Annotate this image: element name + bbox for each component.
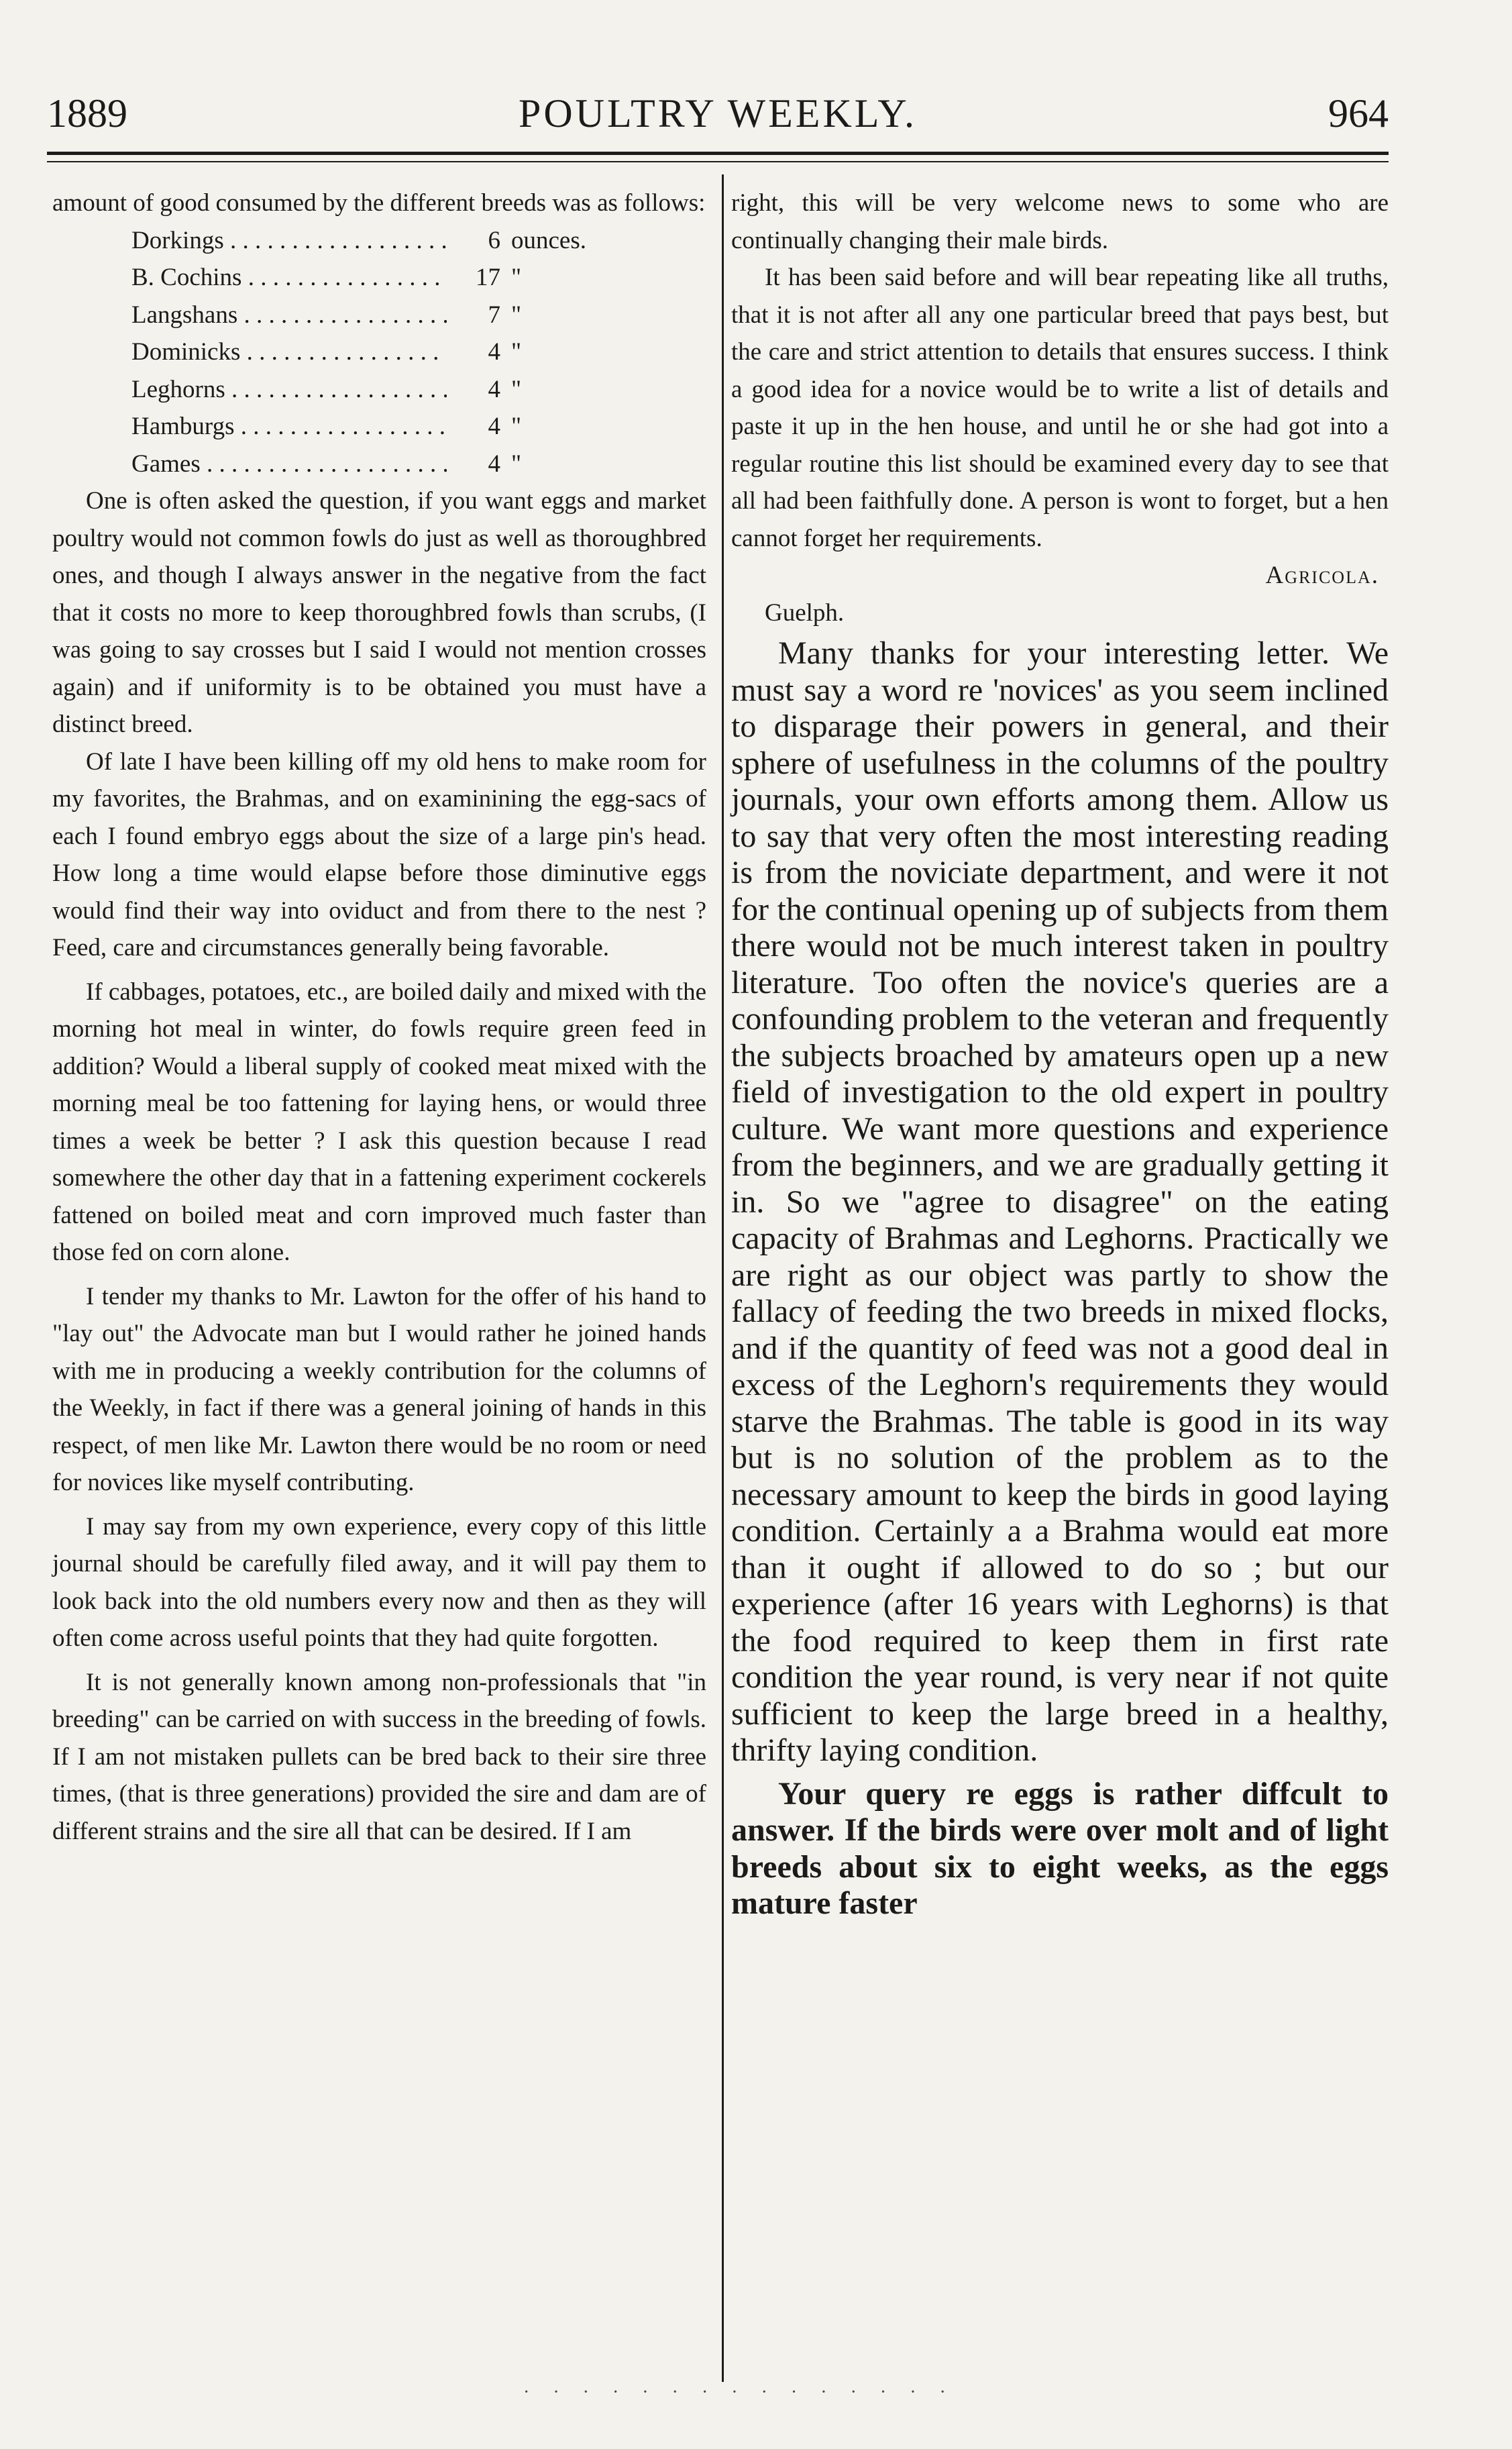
print-smudge: · · · · · · · · · · · · · · · — [523, 2382, 955, 2403]
breed-amount: 4 — [488, 450, 500, 478]
right-column — [731, 185, 1389, 1922]
breed-row — [131, 408, 601, 446]
breed-row — [131, 333, 601, 371]
header-rule-thick — [47, 152, 1389, 155]
header-year: 1889 — [47, 91, 127, 136]
header-rule-thin — [47, 161, 1389, 162]
breed-name: Dorkings . . . — [131, 222, 447, 260]
breed-unit: " — [511, 338, 522, 366]
editorial-reply-eggs: Your query re eggs is rather diffcult to answer. If the birds were over molt and of light breeds about six to eight weeks, as the eggs mature faster — [731, 1775, 1389, 1921]
breed-row — [131, 222, 601, 260]
breed-amount: 6 — [488, 226, 500, 254]
feed-intro: amount of good consumed by the different breeds was as follows: — [52, 189, 706, 217]
letter-paragraph: If cabbages, potatoes, etc., are boiled daily and mixed with the morning hot meal in winter, do fowls require green feed in addition? Would a liberal supply of cooked meat mixed with the morning meal be too fattening for laying hens, or would three times a week be better ? I ask this question because I read somewhere the other day that in a fattening experiment cockerels fattened on boiled meat and corn improved much faster than those fed on corn alone. — [52, 978, 706, 1266]
column-divider — [722, 174, 724, 2382]
breed-name: Hamburgs . . . — [131, 408, 447, 446]
breed-unit: " — [511, 450, 522, 478]
breed-unit: ounces. — [511, 226, 586, 254]
breed-row — [131, 297, 601, 334]
letter-paragraph: I may say from my own experience, every copy of this little journal should be carefully filed away, and it will pay them to look back into the old numbers every now and then as they will often come across useful points that they had quite forgotten. — [52, 1512, 706, 1652]
letter-continuation: right, this will be very welcome news to some who are continually changing their male birds. — [731, 189, 1389, 254]
left-column — [52, 185, 706, 1850]
breed-unit: " — [511, 264, 522, 291]
breed-unit: " — [511, 301, 522, 329]
letter-paragraph: I tender my thanks to Mr. Lawton for the offer of his hand to "lay out" the Advocate man but I would rather he joined hands with me in producing a weekly contribution for the columns of the Weekly, in fact if there was a general joining of hands in this respect, of men like Mr. Lawton there would be no room or need for novices like myself contributing. — [52, 1282, 706, 1496]
letter-paragraph: One is often asked the question, if you want eggs and market poultry would not common fowls do just as well as thoroughbred ones, and though I always answer in the negative from the fact that it costs no more to keep thoroughbred fowls than scrubs, (I was going to say crosses but I said I would not mention crosses again) and if uniformity is to be obtained you must have a distinct breed. — [52, 487, 706, 738]
breed-name: Leghorns . . . — [131, 371, 447, 409]
letter-paragraph: It has been said before and will bear repeating like all truths, that it is not after all any one particular breed that pays best, but the care and strict attention to details that ensures success. I think a good idea for a novice would be to write a list of details and paste it up in the hen house, and until he or she had got into a regular routine this list should be examined every day to see that all had been faithfully done. A person is wont to forget, but a hen cannot forget her requirements. — [731, 264, 1389, 552]
breed-row — [131, 446, 601, 483]
breed-name: Dominicks . . . — [131, 333, 447, 371]
header-page-number: 964 — [1328, 91, 1389, 136]
letter-signature: Agricola. — [1265, 562, 1379, 589]
breed-name: B. Cochins . . . — [131, 259, 447, 297]
breed-unit: " — [511, 375, 522, 403]
breed-amount: 4 — [488, 338, 500, 366]
breed-amount: 7 — [488, 301, 500, 329]
breed-row — [131, 371, 601, 409]
breed-name: Langshans . . . — [131, 297, 447, 334]
header-title: POULTRY WEEKLY. — [518, 91, 918, 136]
breed-feed-table — [131, 222, 601, 483]
letter-signature-line — [731, 557, 1389, 594]
breed-unit: " — [511, 413, 522, 440]
editorial-reply: Many thanks for your interesting letter. We must say a word re 'novices' as you seem inclined to disparage their powers in general, and their sphere of usefulness in the columns of the poultry journals, your own efforts among them. Allow us to say that very often the most interesting reading is from the noviciate department, and were it not for the continual opening up of subjects from them there would not be much interest taken in poultry literature. Too often the novice's queries are a confounding problem to the veteran and frequently the subjects broached by amateurs open up a new field of investigation to the old expert in poultry culture. We want more questions and experience from the beginners, and we are gradually getting it in. So we "agree to disagree" on the eating capacity of Brahmas and Leghorns. Practically we are right as our object was partly to show the fallacy of feeding the two breeds in mixed flocks, and if the quantity of feed was not a good deal in excess of the Leghorn's requirements they would starve the Brahmas. The table is good in its way but is no solution of the problem as to the necessary amount to keep the birds in good laying condition. Certainly a a Brahma would eat more than it ought if allowed to do so ; but our experience (after 16 years with Leghorns) is that the food required to keep them in first rate condition the year round, is very near if not quite sufficient to keep the large breed in a healthy, thrifty laying condition. — [731, 635, 1389, 1768]
breed-amount: 4 — [488, 375, 500, 403]
letter-location: Guelph. — [765, 598, 845, 627]
breed-name: Games . . . — [131, 446, 447, 483]
breed-amount: 17 — [476, 264, 500, 291]
letter-paragraph: It is not generally known among non-professionals that "in breeding" can be carried on with success in the breeding of fowls. If I am not mistaken pullets can be bred back to their sire three times, (that is three generations) provided the sire and dam are of different strains and the sire all that can be desired. If I am — [52, 1668, 706, 1845]
breed-row — [131, 259, 601, 297]
letter-paragraph: Of late I have been killing off my old hens to make room for my favorites, the Brahmas, and on examinining the egg-sacs of each I found embryo eggs about the size of a large pin's head. How long a time would elapse before those diminutive eggs would find their way into oviduct and from there to the nest ? Feed, care and circumstances generally being favorable. — [52, 747, 706, 961]
page-header — [47, 91, 1389, 151]
breed-amount: 4 — [488, 413, 500, 440]
